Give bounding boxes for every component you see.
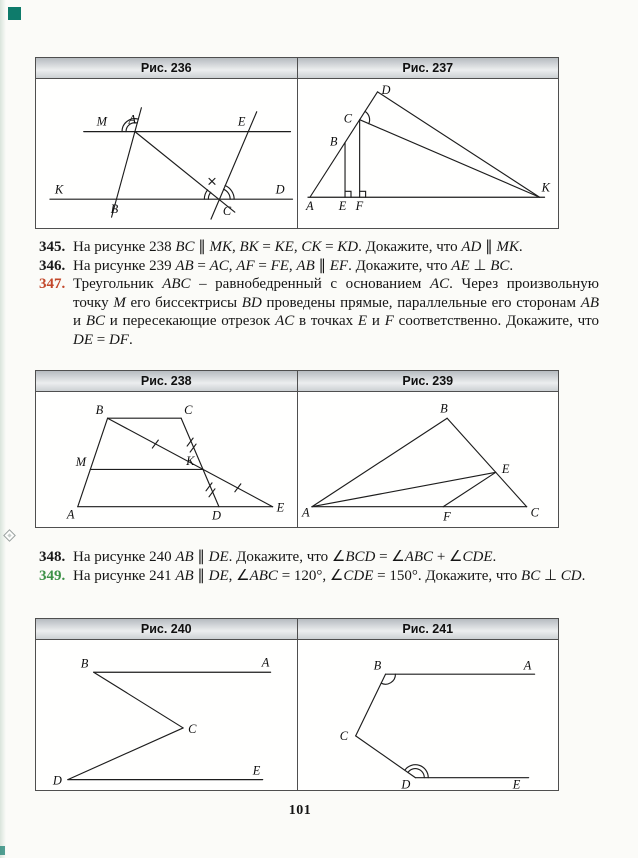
svg-text:D: D [275, 182, 285, 197]
figure-box-236-237 [35, 57, 559, 229]
page-number: 101 [288, 803, 312, 818]
svg-text:A: A [128, 112, 137, 127]
problem-347 [39, 275, 599, 349]
problem-346 [39, 257, 599, 276]
svg-text:F: F [355, 199, 363, 214]
figure-cell-240 [36, 640, 297, 790]
fig241-lines [355, 674, 534, 777]
problem-number-348: 348. [39, 549, 66, 565]
figure-header-bar [36, 371, 558, 392]
figure-header-bar [36, 619, 558, 640]
fig236-lines [50, 108, 293, 219]
figure-box-238-239 [35, 370, 559, 528]
fig236-angle-marks [122, 119, 234, 200]
problem-text-346: На рисунке 239 AB = AC, AF = FE, AB ∥ EF. Докажите, что AE ⊥ BC. [73, 257, 514, 274]
svg-text:K: K [541, 180, 550, 195]
figure-body [36, 392, 558, 527]
problem-text-345: На рисунке 238 BC ∥ MK, BK = KE, CK = KD. Докажите, что AD ∥ MK. [73, 239, 523, 255]
problem-number-345: 345. [39, 239, 66, 255]
svg-text:B: B [329, 134, 337, 149]
figure-box-240-241 [35, 618, 559, 791]
svg-text:A: A [523, 658, 531, 673]
figure-caption-240: Рис. 240 [140, 622, 192, 636]
figure-cell-241 [297, 640, 559, 790]
problem-text-348: На рисунке 240 AB ∥ DE. Докажите, что ∠BCD = ∠ABC + ∠CDE. [73, 549, 497, 565]
svg-text:B: B [373, 658, 381, 673]
svg-text:C: C [188, 721, 197, 736]
fig239-lines [311, 418, 526, 506]
svg-text:K: K [186, 453, 195, 468]
svg-text:E: E [512, 777, 520, 790]
svg-text:A: A [301, 505, 310, 520]
svg-text:C: C [530, 505, 539, 520]
figure-cell-236 [36, 79, 297, 228]
problems-block-2 [39, 548, 599, 585]
figure-caption-239: Рис. 239 [297, 371, 559, 391]
figure-header-bar [36, 58, 558, 79]
svg-text:D: D [52, 773, 62, 788]
svg-text:M: M [96, 114, 107, 129]
svg-text:D: D [400, 777, 410, 790]
svg-text:C: C [184, 403, 193, 418]
corner-marker [8, 7, 21, 20]
problem-number-346: 346. [39, 257, 66, 274]
svg-text:F: F [442, 509, 451, 524]
svg-text:D: D [381, 82, 390, 97]
svg-text:E: E [338, 199, 346, 214]
fig240-drawing [36, 640, 297, 790]
svg-text:E: E [501, 461, 509, 476]
svg-text:A: A [261, 655, 270, 670]
figure-caption-237: Рис. 237 [297, 58, 559, 78]
svg-text:E: E [252, 763, 261, 778]
figure-cell-238 [36, 392, 297, 527]
svg-text:C: C [222, 204, 232, 219]
svg-text:A: A [66, 507, 75, 522]
svg-text:D: D [211, 508, 221, 523]
svg-text:E: E [237, 114, 246, 129]
problem-348 [39, 548, 599, 567]
fig240-lines [68, 672, 271, 779]
figure-body [36, 79, 558, 228]
fig241-angle-marks [381, 674, 428, 777]
fig238-tick-marks [152, 438, 240, 497]
fig236-drawing [36, 79, 297, 228]
figure-caption-238: Рис. 238 [140, 374, 192, 388]
svg-text:B: B [110, 202, 119, 217]
figure-cell-237 [297, 79, 559, 228]
figure-cell-239 [297, 392, 559, 527]
fig241-drawing [298, 640, 559, 790]
figure-caption-236: Рис. 236 [140, 61, 192, 75]
problem-345 [39, 238, 599, 257]
problem-text-347: Треугольник ABC – равнобедренный с основанием AC. Через произвольную точку M его биссектрисы BD проведены прямые, параллельные его сторонам AB и BC и пересекающие отрезок AC в точках E и F соответственно. Докажите, что DE = DF. [73, 276, 600, 348]
svg-text:C: C [343, 111, 352, 126]
problem-text-349: На рисунке 241 AB ∥ DE, ∠ABC = 120°, ∠CDE = 150°. Докажите, что BC ⊥ CD. [73, 567, 586, 584]
svg-text:E: E [276, 500, 285, 515]
svg-text:M: M [75, 454, 87, 469]
problems-block-1 [39, 238, 599, 350]
page-edge-strip [0, 0, 6, 858]
svg-text:B: B [95, 403, 104, 418]
fig238-lines [78, 418, 273, 506]
bottom-edge-marker [0, 846, 5, 855]
svg-text:A: A [305, 199, 314, 214]
fig237-drawing [298, 79, 559, 228]
fig237-lines [307, 92, 544, 197]
figure-caption-241: Рис. 241 [297, 619, 559, 639]
svg-text:B: B [439, 401, 448, 416]
problem-349 [39, 567, 599, 586]
svg-text:K: K [54, 182, 64, 197]
fig238-drawing [36, 392, 297, 527]
figure-body [36, 640, 558, 790]
svg-text:B: B [80, 656, 89, 671]
problem-number-349: 349. [39, 567, 66, 584]
fig239-drawing [298, 392, 559, 527]
problem-number-347: 347. [39, 276, 66, 293]
svg-text:C: C [339, 728, 348, 743]
